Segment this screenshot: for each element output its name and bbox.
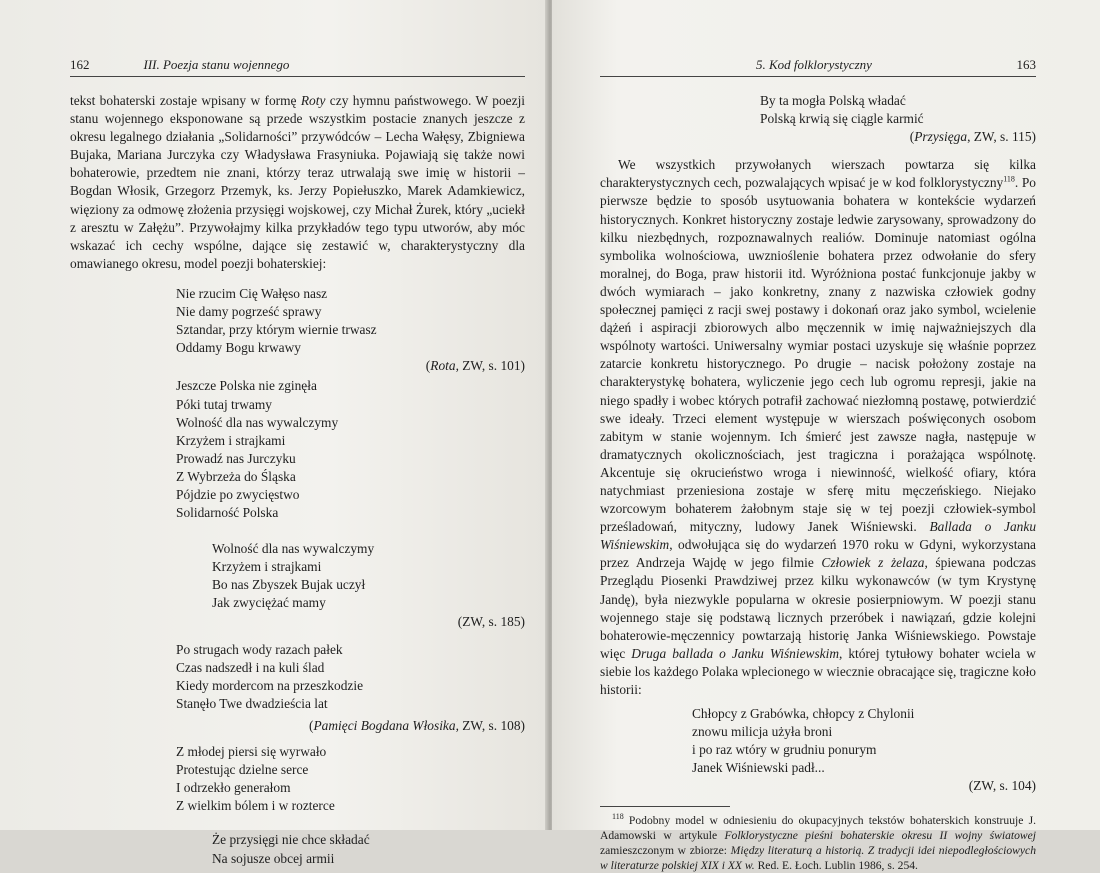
poem-line: Że przysięgi nie chce składać [212, 832, 370, 848]
running-title: 5. Kod folklorystyczny [756, 57, 872, 72]
main-paragraph: We wszystkich przywołanych wierszach powtarza się kilka charakterystycznych cech, pozwalających wpisać je w kod folklorystyczny$^{118}$. Po pierwsze będzie to sposób usytuowania bohatera w kontekście wydarzeń historycznych. Konkret historyczny zostaje ledwie zarysowany, sprowadzony do kilku niezbędnych, rozpoznawalnych realiów. Dominuje natomiast ogólna symbolika wolnościowa, uwznioślenie bohatera przez odwołanie do sfery moralnej, do Boga, praw historii itd. Wyróżniona postać funkcjonuje jakby w dwóch wymiarach – jako konkretny, znany z nazwiska człowiek godny społecznej pamięci z racji swej postawy i dokonań oraz jako symbol, wcielenie dążeń i aspiracji zbiorowych albo męczennik w imię najważniejszych dla wspólnoty wartości. Uniwersalny wymiar postaci uzyskuje się właśnie poprzez zatarcie konkretu historycznego. Po drugie – nacisk położony zostaje na charakterystykę bohatera, wyliczenie jego cech lub ogromu represji, jakie na niego spadły i wobec których potrafił zachować niezłomną postawę, potwierdzić swe ideały. Trzeci element występuje w wierszach poświęconych osobom zabitym w stanie wojennym. Ich śmierć jest zawsze nagła, następuje w dramatycznych okolicznościach, jest tragiczna i porażająca wspólnotę. Akcentuje się okrucieństwo wroga i niewinność, wielkość ofiary, która natychmiast przeniesiona zostaje w sferę mitu męczeńskiego. Niejako wzorcowym bohaterem żałobnym staje się w tej poezji człowiek-symbol prześladowań, mityczny, ludowy Janek Wiśniewski. Ballada o Janku Wiśniewskim, odwołująca się do wydarzeń 1970 roku w Gdyni, wykorzystana przez Andrzeja Wajdę w jego filmie Człowiek z żelaza, śpiewana podczas Przeglądu Piosenki Prawdziwej przez kilku wykonawców (w tym Krystynę Jandę), była niezwykle popularna w okresie posierpniowym. W poezji stanu wojennego staje się podstawą licznych przeróbek i nawiązań, gdzie kolejni bohaterowie-męczennicy powtarzają historię Janka Wiśniewskiego. Powstaje więc Druga ballada o Janku Wiśniewskim, której tytułowy bohater wciela w siebie los każdego Polaka wplecionego w wiecznie obracające się, tragiczne koło historii: [600, 157, 1037, 697]
poem-line: Janek Wiśniewski padł... [692, 760, 825, 776]
left-running-head [70, 57, 525, 77]
page-number: 163 [1016, 57, 1036, 72]
poem-line: Stanęło Twe dwadzieścia lat [176, 695, 328, 711]
poem-line: I odrzekło generałom [176, 780, 291, 796]
poem-wolnosc [212, 540, 525, 612]
right-running-head [600, 57, 1036, 77]
poem-line: Solidarność Polska [176, 505, 279, 521]
poem-line: Sztandar, przy którym wiernie trwasz [176, 322, 377, 338]
right-page [552, 0, 1100, 873]
left-page [0, 0, 548, 866]
poem-line: Nie rzucim Cię Wałęso nasz [176, 285, 328, 301]
poem-line: Polską krwią się ciągle karmić [760, 111, 924, 127]
poem-jeszcze-polska [176, 377, 525, 522]
poem-wlosik [176, 641, 525, 713]
poem-line: Nie damy pogrześć sprawy [176, 304, 322, 320]
poem-line: Jak zwyciężać mamy [212, 595, 326, 611]
poem-line: Krzyżem i strajkami [176, 432, 286, 448]
page-number: 162 [70, 57, 90, 72]
right-body [600, 92, 1036, 873]
poem-line: Oddamy Bogu krwawy [176, 340, 301, 356]
citation-rota: (Rota, ZW, s. 101) [425, 358, 525, 374]
poem-line: Jeszcze Polska nie zginęła [176, 378, 317, 394]
poem-rota [176, 285, 525, 357]
poem-line: Z Wybrzeża do Śląska [176, 468, 296, 484]
intro-paragraph: tekst bohaterski zostaje wpisany w formę Roty czy hymnu państwowego. W poezji stanu wojennego eksponowane są przede wszystkim postacie znanych jeszcze z okresu legalnego działania „Solidarności” przywódców – Lecha Wałęsy, Zbigniewa Bujaka, Mariana Jurczyka czy Władysława Frasyniuka. Pojawiają się także nowi bohaterowie, przedtem nie znani, którzy teraz utrwalają swe imię w historii – Bogdan Włosik, Grzegorz Przemyk, ks. Jerzy Popiełuszko, Marek Adamkiewicz, więziony za odmowę złożenia przysięgi wojskowej, czy Michał Żurek, który „uciekł z aresztu w Załężu”. Przywołajmy kilka przykładów tego typu utworów, aby móc wskazać ich cechy wspólne, dające się zestawić w, charakterystyczny dla omawianego okresu, model poezji bohaterskiej: [70, 93, 526, 271]
poem-przysiega [760, 92, 1036, 128]
poem-line: Protestując dzielne serce [176, 762, 309, 778]
poem-line: Kiedy mordercom na przeszkodzie [176, 677, 364, 693]
poem-line: znowu milicja użyła broni [692, 724, 833, 740]
poem-grabowka [692, 705, 1036, 777]
citation-zw-185: (ZW, s. 185) [457, 613, 525, 629]
poem-line: Na sojusze obcej armii [212, 850, 335, 866]
poem-line: Wolność dla nas wywalczymy [212, 541, 375, 557]
header-rule [600, 76, 1036, 77]
poem-line: Wolność dla nas wywalczymy [176, 414, 339, 430]
poem-line: Krzyżem i strajkami [212, 559, 322, 575]
citation-zw-104: (ZW, s. 104) [968, 778, 1036, 794]
footnote-118: $^{118}$ Podobny model w odniesieniu do okupacyjnych tekstów bohaterskich konstruuje J. Adamowski w artykule Folklorystyczne pieśni bohaterskie okresu II wojny światowej zamieszczonym w zbiorze: Między literaturą a historią. Z tradycji idei niepodległościowych w literaturze polskiej XIX i XX w. Red. E. Łoch. Lublin 1986, s. 254. [600, 811, 1036, 873]
poem-line: By ta mogła Polską władać [760, 93, 906, 108]
footnote-rule [600, 806, 730, 807]
left-body [70, 92, 525, 868]
poem-line: Bo nas Zbyszek Bujak uczył [212, 577, 366, 593]
poem-line: Czas nadszedł i na kuli ślad [176, 659, 325, 675]
poem-line: Prowadź nas Jurczyku [176, 450, 296, 466]
running-title: III. Poezja stanu wojennego [143, 57, 290, 72]
poem-line: Po strugach wody razach pałek [176, 641, 343, 657]
citation-przysiega: (Przysięga, ZW, s. 115) [909, 129, 1036, 145]
poem-line: Póki tutaj trwamy [176, 396, 272, 412]
poem-przysiegi [212, 831, 525, 867]
citation-wlosik: (Pamięci Bogdana Włosika, ZW, s. 108) [309, 718, 525, 733]
poem-line: i po raz wtóry w grudniu ponurym [692, 742, 877, 758]
poem-line: Z wielkim bólem i w rozterce [176, 798, 335, 814]
poem-line: Pójdzie po zwycięstwo [176, 486, 300, 502]
poem-mlodej-piersi [176, 743, 525, 815]
poem-line: Chłopcy z Grabówka, chłopcy z Chylonii [692, 706, 915, 722]
header-rule [70, 76, 525, 77]
poem-line: Z młodej piersi się wyrwało [176, 744, 327, 760]
